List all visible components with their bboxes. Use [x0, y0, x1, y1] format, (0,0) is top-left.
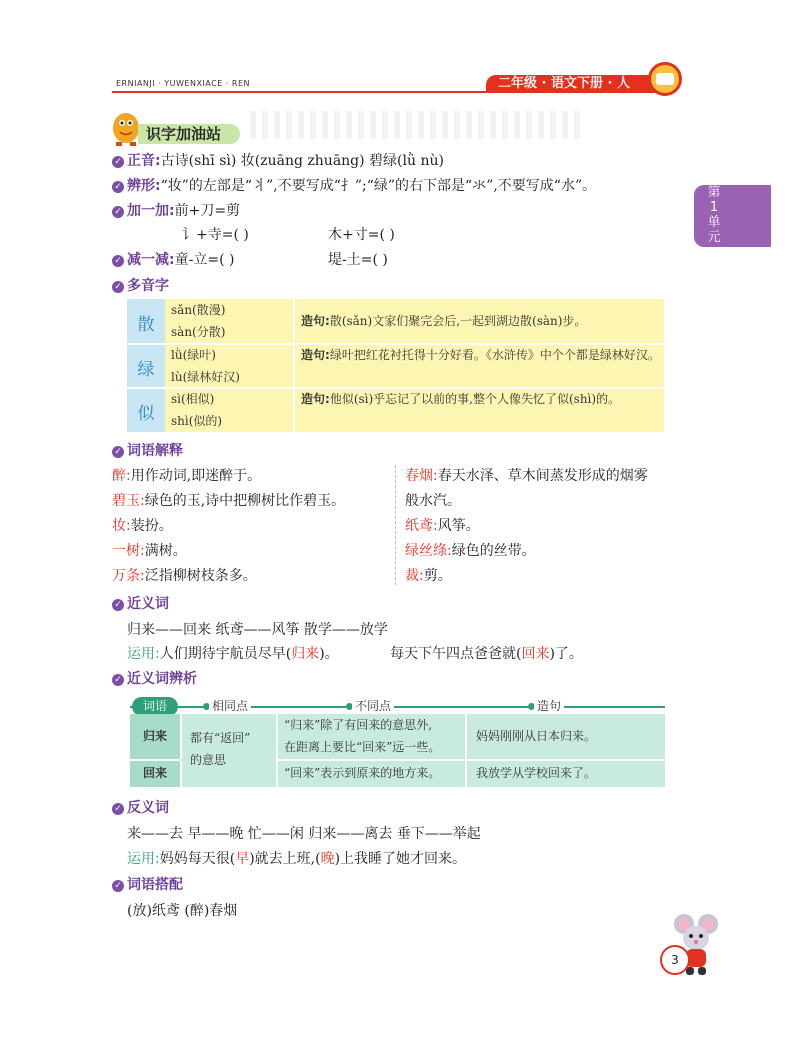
bianxing-label: 辨形: — [127, 178, 161, 194]
jiayijia-row — [112, 200, 240, 220]
definition-term: 纸鸢: — [405, 518, 438, 534]
bianxi-word: 回来 — [142, 766, 167, 780]
zaoju-label: 造句: — [301, 348, 330, 362]
check-icon: ✓ — [112, 880, 124, 892]
definition-item — [112, 540, 187, 560]
definition-term: 裁: — [405, 568, 424, 584]
title-decoration — [250, 111, 580, 139]
bianxi-col-sentence: 造句 — [534, 697, 564, 714]
bianxi-col-diff: 不同点 — [352, 697, 394, 714]
usage-text: )上我睡了她才回来。 — [334, 851, 467, 867]
check-icon: ✓ — [112, 599, 124, 611]
usage-text: 每天下午四点爸爸就( — [390, 646, 522, 662]
fanyi-heading — [112, 797, 169, 817]
bianxi-diff-line1: “回来”表示到原来的地方来。 — [284, 766, 441, 780]
duoyinzi-sentence — [301, 344, 661, 366]
definitions-divider — [395, 465, 396, 585]
bianxi-same-line1: 都有“返回” — [190, 731, 251, 745]
usage-answer: 回来 — [521, 646, 550, 662]
jiayijia-line2a: 讠+寺=( ) — [182, 227, 249, 243]
jinyi-label: 近义词 — [127, 596, 169, 612]
definition-item — [112, 490, 345, 510]
page-number: 3 — [660, 945, 690, 975]
fanyi-usage — [127, 848, 466, 868]
duoyinzi-heading — [112, 275, 169, 295]
bianxi-col-word: 词语 — [142, 699, 167, 713]
definition-term: 万条: — [112, 568, 145, 584]
jinyi-words: 归来——回来 纸鸢——风筝 散学——放学 — [127, 622, 388, 638]
jinyi-usage — [127, 643, 339, 663]
bianxi-col-same: 相同点 — [209, 697, 251, 714]
definition-text: 剪。 — [423, 568, 452, 584]
bianxi-sentence: 我放学从学校回来了。 — [476, 766, 597, 780]
bianxi-diff-line1: “归来”除了有回来的意思外, — [284, 718, 433, 732]
check-icon: ✓ — [112, 206, 124, 218]
jianyijian-b: 堤-土=( ) — [328, 252, 388, 268]
zhengyin-label: 正音: — [127, 153, 161, 169]
definition-text: 用作动词,即迷醉于。 — [130, 468, 262, 484]
duoyinzi-sentence — [301, 310, 661, 332]
usage-answer: 晚 — [320, 851, 335, 867]
duoyinzi-char: 散 — [137, 315, 155, 335]
definition-text: 风筝。 — [437, 518, 480, 534]
usage-text: 人们期待宇航员尽早( — [159, 646, 292, 662]
definition-item — [112, 465, 261, 485]
definition-item — [405, 540, 536, 560]
duoyinzi-reading: sàn(分散) — [171, 325, 226, 339]
bianxi-same-line2: 的意思 — [190, 753, 227, 767]
zaoju-text: 他似(sì)乎忘记了以前的事,整个人像失忆了似(shì)的。 — [329, 392, 621, 406]
ciyu-label: 词语解释 — [127, 443, 183, 459]
jianyijian-a: 童-立=( ) — [174, 252, 235, 268]
unit-side-tab-label: 第1单元 — [707, 185, 721, 245]
duoyinzi-reading: sǎn(散漫) — [171, 303, 226, 317]
bianxi-word: 归来 — [142, 729, 167, 743]
bianxi-label: 近义词辨析 — [127, 671, 197, 687]
definition-term: 绿丝绦: — [405, 543, 452, 559]
bianxi-column-divider — [465, 714, 467, 787]
check-icon: ✓ — [112, 446, 124, 458]
definition-term: 醉: — [112, 468, 131, 484]
dapei-heading — [112, 874, 183, 894]
bianxi-heading — [112, 668, 197, 688]
check-icon: ✓ — [112, 281, 124, 293]
check-icon: ✓ — [112, 181, 124, 193]
check-icon: ✓ — [112, 674, 124, 686]
jinyi-usage-2 — [390, 643, 583, 663]
usage-text: )。 — [319, 646, 339, 662]
fanyi-words: 来——去 早——晚 忙——闲 归来——离去 垂下——举起 — [127, 826, 481, 842]
jianyijian-row — [112, 249, 234, 269]
definition-text: 绿色的丝带。 — [451, 543, 536, 559]
zhengyin-row — [112, 150, 444, 170]
zaoju-label: 造句: — [301, 314, 330, 328]
duoyinzi-reading: lǜ(绿叶) — [171, 348, 216, 362]
zhengyin-text: 古诗(shī sì) 妆(zuāng zhuāng) 碧绿(lǜ nù) — [160, 153, 444, 169]
definition-text: 泛指柳树枝条多。 — [144, 568, 257, 584]
header-book-title: 二年级 · 语文下册 · 人 — [498, 76, 630, 91]
usage-answer: 早 — [235, 851, 250, 867]
duoyinzi-char: 似 — [137, 404, 155, 424]
dapei-label: 词语搭配 — [127, 877, 183, 893]
bianxi-sentence: 妈妈刚刚从日本归来。 — [476, 729, 597, 743]
jiayijia-label: 加一加: — [127, 203, 175, 219]
duoyinzi-column-divider — [293, 299, 295, 432]
zaoju-text: 散(sǎn)文家们聚完会后,一起到湖边散(sàn)步。 — [329, 314, 587, 328]
duoyinzi-reading: sì(相似) — [171, 392, 215, 406]
bianxing-text: “妆”的左部是“丬”,不要写成“扌”;“绿”的右下部是“氺”,不要写成“水”。 — [160, 178, 597, 194]
bianxi-column-divider — [276, 714, 278, 787]
duoyinzi-label: 多音字 — [127, 278, 169, 294]
jiayijia-line2b: 木+寸=( ) — [328, 227, 395, 243]
definition-term: 一树: — [112, 543, 145, 559]
header-series-text: ERNIANJI · YUWENXIACE · REN — [116, 79, 250, 88]
bianxing-row — [112, 175, 596, 195]
definition-term: 春烟: — [405, 468, 438, 484]
book-badge-inner — [656, 73, 674, 85]
definition-item — [112, 565, 257, 585]
definition-item — [405, 465, 648, 485]
zaoju-text: 绿叶把红花衬托得十分好看。《水浒传》中个个都是绿林好汉。 — [329, 348, 660, 362]
definition-text: 春天水泽、草木间蒸发形成的烟雾 — [437, 468, 648, 484]
bianxi-diff-line2: 在距离上要比“回来”远一些。 — [284, 740, 441, 754]
definition-text-continued: 般水汽。 — [405, 493, 461, 509]
usage-text: )了。 — [549, 646, 583, 662]
bianxi-column-divider — [180, 714, 182, 787]
definition-text: 绿色的玉,诗中把柳树比作碧玉。 — [144, 493, 346, 509]
ciyu-heading — [112, 440, 183, 460]
jianyijian-label: 减一减: — [127, 252, 175, 268]
jiayijia-line1: 前+刀=剪 — [174, 203, 241, 219]
definition-text: 装扮。 — [130, 518, 173, 534]
usage-label: 运用: — [127, 646, 160, 662]
check-icon: ✓ — [112, 255, 124, 267]
usage-text: )就去上班,( — [249, 851, 321, 867]
definition-term: 妆: — [112, 518, 131, 534]
dapei-text: (放)纸鸢 (醉)春烟 — [127, 903, 238, 919]
usage-label: 运用: — [127, 851, 160, 867]
check-icon: ✓ — [112, 156, 124, 168]
section-title: 识字加油站 — [146, 125, 222, 143]
definition-text: 满树。 — [144, 543, 187, 559]
definition-item — [405, 565, 452, 585]
definition-item — [112, 515, 173, 535]
usage-text: 妈妈每天很( — [159, 851, 236, 867]
zaoju-label: 造句: — [301, 392, 330, 406]
duoyinzi-reading: lù(绿林好汉) — [171, 370, 240, 384]
definition-term: 碧玉: — [112, 493, 145, 509]
duoyinzi-char: 绿 — [137, 360, 155, 380]
usage-answer: 归来 — [291, 646, 320, 662]
jinyi-heading — [112, 593, 169, 613]
check-icon: ✓ — [112, 803, 124, 815]
duoyinzi-sentence — [301, 388, 661, 410]
duoyinzi-reading: shì(似的) — [171, 414, 223, 428]
definition-item — [405, 515, 480, 535]
fanyi-label: 反义词 — [127, 800, 169, 816]
